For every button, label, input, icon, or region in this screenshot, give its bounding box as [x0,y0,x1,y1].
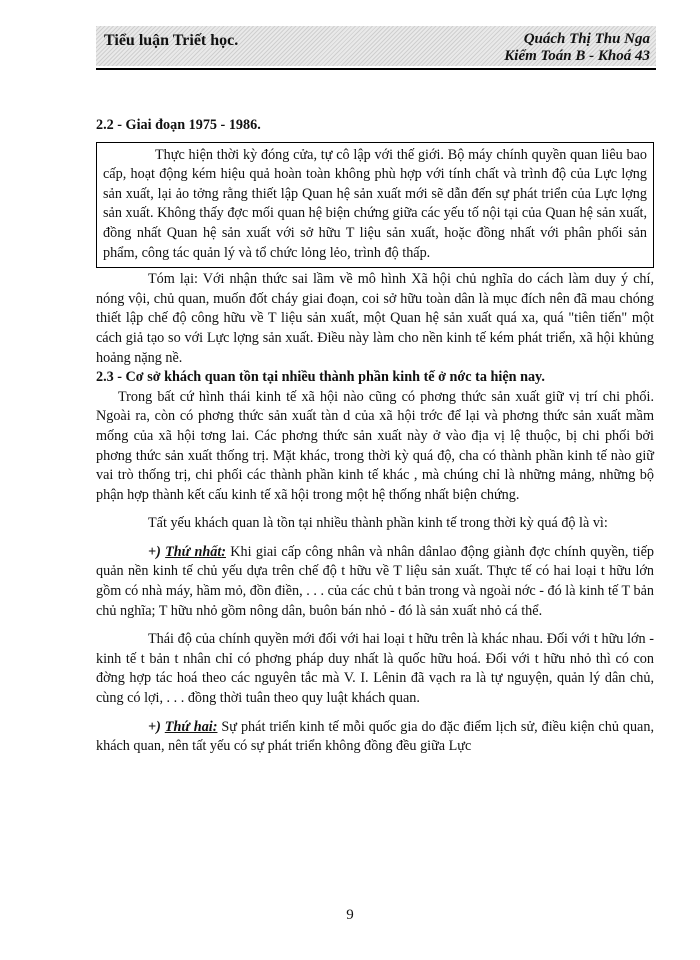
header-title: Tiểu luận Triết học. [104,32,239,49]
header-divider [96,68,656,70]
paragraph-government-attitude: Thái độ của chính quyền mới đối với hai loại t hữu trên là khác nhau. Đối với t hữu lớn - kinh tế t bản t nhân chỉ có phơng pháp duy nhất là quốc hữu hoá. Đối với t hữu nhỏ thì có con đờng hợp tác hoá theo các nguyên tắc mà V. I. Lênin đã vạch ra là tự nguyện, quản lý dân chủ, cùng có lợi, . . . đồng thời tuân theo quy luật khách quan. [96,631,654,707]
paragraph-dominant-mode: Trong bất cứ hình thái kinh tế xã hội nào cũng có phơng thức sản xuất giữ vị trí chi phối. Ngoài ra, còn có phơng thức sản xuất tàn d của xã hội trớc để lại và phơng thức sản xuất mầm mống của xã hội tơng lai. Các phơng thức sản xuất này ở vào địa vị lệ thuộc, bị chi phối bởi phơng thức sản xuất thống trị. Mặt khác, trong thời kỳ quá độ, cha có thành phần kinh tế nào giữ vai trò thống trị, chi phối các thành phần kinh tế khác , mà chúng chỉ là những mảng, những bộ phận hợp thành kết cấu kinh tế xã hội trong một hệ thống nhất biện chứng. [96,388,654,503]
document-body [96,116,654,757]
second-reason-paragraph [96,718,654,757]
first-reason-label: Thứ nhất: [165,543,226,560]
first-reason-text: Khi giai cấp công nhân và nhân dânlao động giành đợc chính quyền, tiếp quản nền kinh tế chủ yếu dựa trên chế độ t hữu về T liệu sản xuất. Thực tế có hai loại t hữu lớn gồm có nhà máy, hầm mỏ, đồn điền, . . . của các chủ t bản trong và ngoài nớc - đó là kinh tế T bản chủ nghĩa; T hữu nhỏ gồm nông dân, buôn bán nhỏ - đó là sản xuất nhỏ cá thể. [96,543,654,619]
boxed-paragraph [96,142,654,269]
page-number: 9 [346,907,354,923]
header-author-block [504,31,650,65]
section-2-3-heading: 2.3 - Cơ sở khách quan tồn tại nhiều thành phần kinh tế ở nớc ta hiện nay. [96,369,545,386]
first-reason-marker: +) [148,543,161,560]
page-header [96,26,656,66]
summary-paragraph: Tóm lại: Với nhận thức sai lầm về mô hình Xã hội chủ nghĩa do cách làm duy ý chí, nóng vội, chủ quan, muốn đốt cháy giai đoạn, coi sở hữu toàn dân là mục đích nên đã mau chóng thiết lập chế độ công hữu về T liệu sản xuất, một Quan hệ sản xuất quá xa, quá "tiên tiến" một cách giả tạo so với Lực lợng sản xuất. Điều này làm cho nền kinh tế kém phát triển, xã hội khủng hoảng nặng nề. [96,271,654,366]
header-author: Quách Thị Thu Nga [523,31,650,47]
second-reason-label: Thứ hai: [164,718,218,735]
paragraph-necessity: Tất yếu khách quan là tồn tại nhiều thành phần kinh tế trong thời kỳ quá độ là vì: [148,515,608,532]
first-reason-paragraph [96,543,654,621]
second-reason-text: Sự phát triển kinh tế mỗi quốc gia do đặc điểm lịch sử, điều kiện chủ quan, khách quan, nên tất yếu có sự phát triển không đồng đều giữa Lực [96,718,654,755]
second-reason-marker: +) [148,718,161,735]
boxed-paragraph-text: Thực hiện thời kỳ đóng cửa, tự cô lập với thế giới. Bộ máy chính quyền quan liêu bao cấp, hoạt động kém hiệu quả hoàn toàn không phù hợp với tính chất và trình độ của Lực lợng sản xuất, lại ảo tởng rằng thiết lập Quan hệ sản xuất mới sẽ dẫn đến sự phát triển của Lực lợng sản xuất. Không thấy đợc mối quan hệ biện chứng giữa các yếu tố nội tại của Quan hệ sản xuất, đồng nhất Quan hệ sản xuất với sở hữu T liệu sản xuất, hoặc đồng nhất với phân phối sản phẩm, công tác quản lý và tổ chức lỏng lẻo, trình độ thấp. [103,146,647,261]
header-class: Kiểm Toán B - Khoá 43 [504,48,650,64]
section-2-2-heading: 2.2 - Giai đoạn 1975 - 1986. [96,117,261,133]
